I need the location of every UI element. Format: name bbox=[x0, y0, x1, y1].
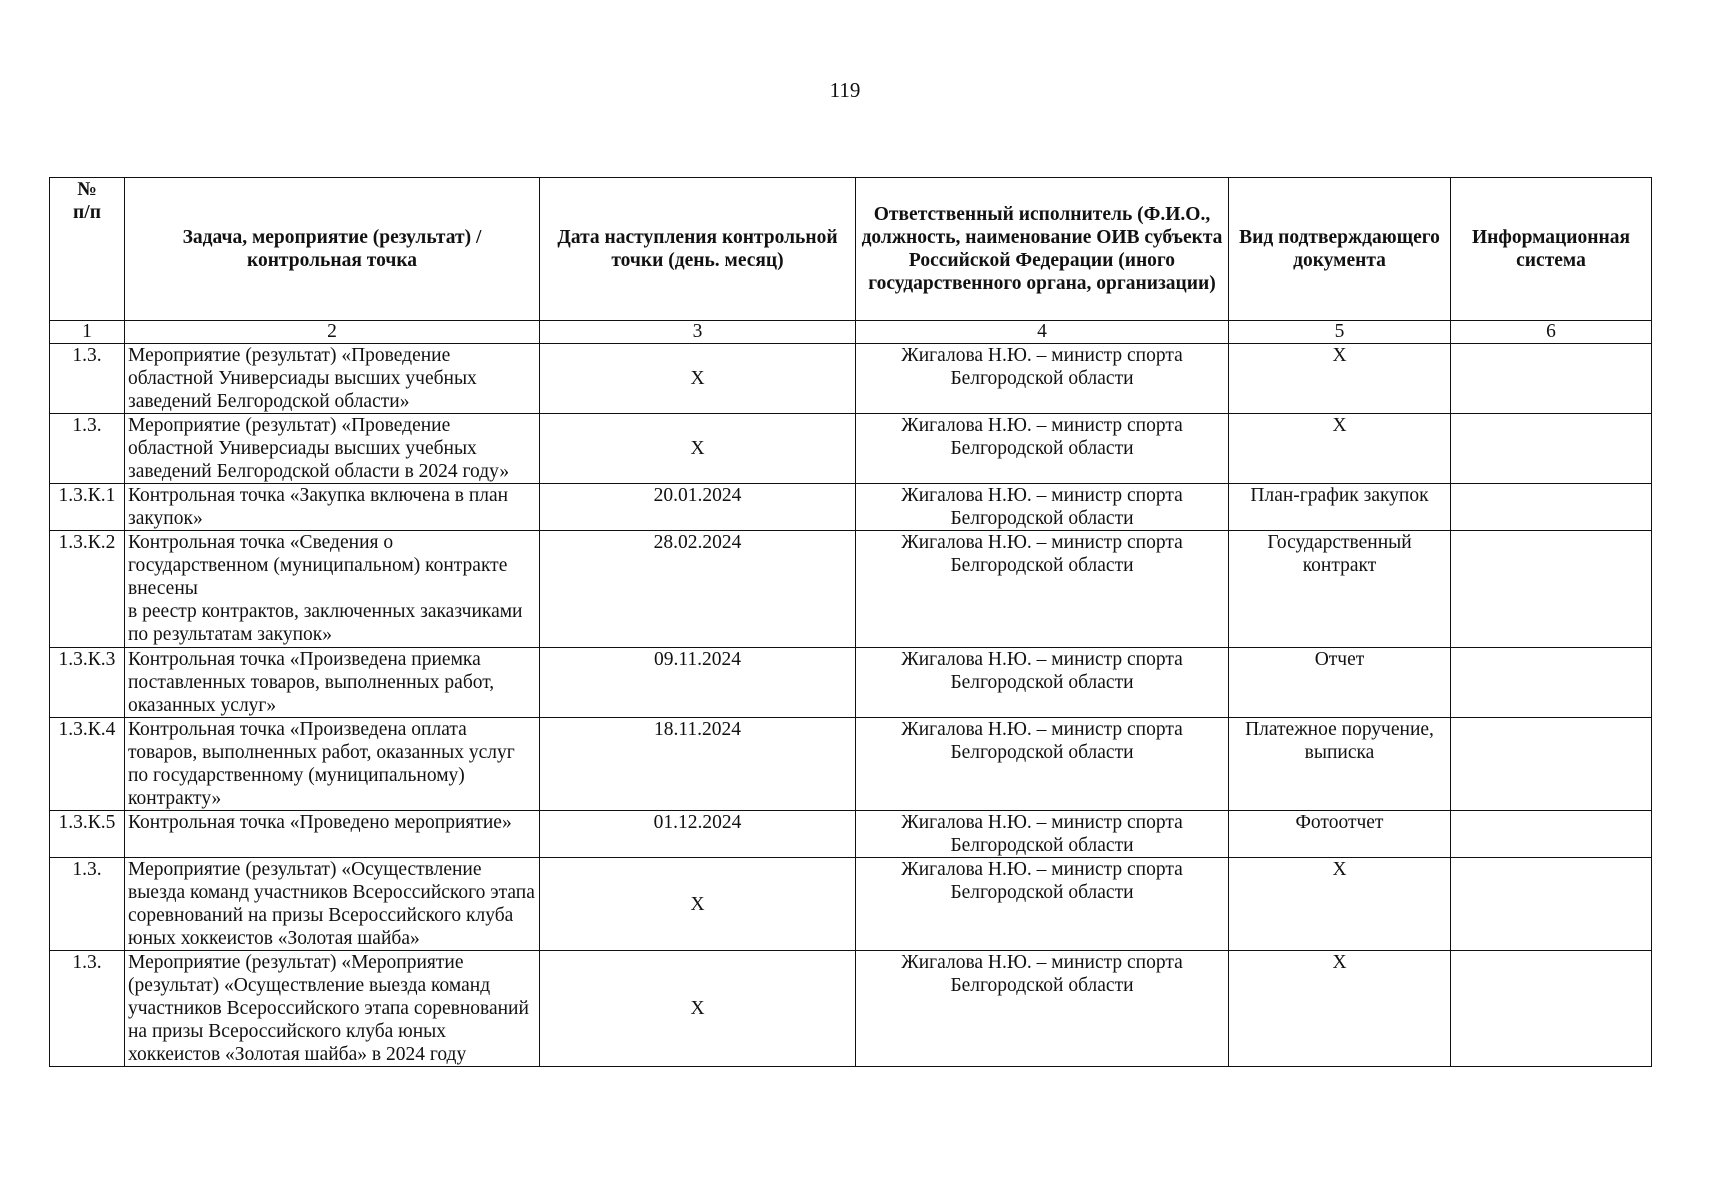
row-task: Мероприятие (результат) «Осуществление выезда команд участников Всероссийского этапа соревнований на призы Всероссийского клуба юных хоккеистов «Золотая шайба» bbox=[125, 858, 540, 951]
control-points-table bbox=[49, 177, 1652, 1067]
row-responsible: Жигалова Н.Ю. – министр спорта Белгородской области bbox=[856, 718, 1229, 811]
row-task: Мероприятие (результат) «Проведение областной Универсиады высших учебных заведений Белгородской области» bbox=[125, 344, 540, 414]
row-responsible: Жигалова Н.Ю. – министр спорта Белгородской области bbox=[856, 414, 1229, 484]
row-number: 1.3.К.4 bbox=[50, 718, 125, 811]
row-document: Отчет bbox=[1229, 648, 1451, 718]
row-responsible: Жигалова Н.Ю. – министр спорта Белгородской области bbox=[856, 531, 1229, 648]
table-row bbox=[50, 951, 1652, 1067]
row-date: X bbox=[540, 344, 856, 414]
row-number: 1.3.К.2 bbox=[50, 531, 125, 648]
row-date: 09.11.2024 bbox=[540, 648, 856, 718]
page-number: 119 bbox=[829, 78, 861, 102]
row-task: Контрольная точка «Сведения о государственном (муниципальном) контракте внесены в реестр контрактов, заключенных заказчиками по результатам закупок» bbox=[125, 531, 540, 648]
table-row bbox=[50, 718, 1652, 811]
row-date: X bbox=[540, 858, 856, 951]
row-system bbox=[1451, 484, 1652, 531]
row-document: Государственный контракт bbox=[1229, 531, 1451, 648]
table-row bbox=[50, 414, 1652, 484]
row-system bbox=[1451, 811, 1652, 858]
table-row bbox=[50, 484, 1652, 531]
row-task: Контрольная точка «Проведено мероприятие» bbox=[125, 811, 540, 858]
row-system bbox=[1451, 951, 1652, 1067]
row-task: Контрольная точка «Произведена приемка поставленных товаров, выполненных работ, оказанных услуг» bbox=[125, 648, 540, 718]
row-document: X bbox=[1229, 344, 1451, 414]
row-date: X bbox=[540, 951, 856, 1067]
row-date: 28.02.2024 bbox=[540, 531, 856, 648]
header-date: Дата наступления контрольной точки (день. месяц) bbox=[540, 178, 856, 321]
table-row bbox=[50, 344, 1652, 414]
row-responsible: Жигалова Н.Ю. – министр спорта Белгородской области bbox=[856, 344, 1229, 414]
header-document: Вид подтверждающего документа bbox=[1229, 178, 1451, 321]
column-number: 4 bbox=[856, 321, 1229, 344]
row-responsible: Жигалова Н.Ю. – министр спорта Белгородской области bbox=[856, 484, 1229, 531]
row-system bbox=[1451, 414, 1652, 484]
row-number: 1.3. bbox=[50, 344, 125, 414]
table-row bbox=[50, 811, 1652, 858]
row-document: Платежное поручение, выписка bbox=[1229, 718, 1451, 811]
row-number: 1.3. bbox=[50, 858, 125, 951]
row-responsible: Жигалова Н.Ю. – министр спорта Белгородской области bbox=[856, 648, 1229, 718]
row-date: 18.11.2024 bbox=[540, 718, 856, 811]
row-system bbox=[1451, 344, 1652, 414]
row-system bbox=[1451, 648, 1652, 718]
row-number: 1.3.К.1 bbox=[50, 484, 125, 531]
column-number: 1 bbox=[50, 321, 125, 344]
row-document: Фотоотчет bbox=[1229, 811, 1451, 858]
row-system bbox=[1451, 858, 1652, 951]
header-system: Информационная система bbox=[1451, 178, 1652, 321]
table-row bbox=[50, 858, 1652, 951]
row-document: X bbox=[1229, 858, 1451, 951]
row-date: 01.12.2024 bbox=[540, 811, 856, 858]
table-row bbox=[50, 531, 1652, 648]
table-header-row bbox=[50, 178, 1652, 321]
row-system bbox=[1451, 718, 1652, 811]
column-number: 2 bbox=[125, 321, 540, 344]
row-date: X bbox=[540, 414, 856, 484]
row-document: X bbox=[1229, 951, 1451, 1067]
column-number: 5 bbox=[1229, 321, 1451, 344]
row-number: 1.3.К.3 bbox=[50, 648, 125, 718]
row-document: План-график закупок bbox=[1229, 484, 1451, 531]
header-responsible: Ответственный исполнитель (Ф.И.О., должность, наименование ОИВ субъекта Российской Федерации (иного государственного органа, организации) bbox=[856, 178, 1229, 321]
row-responsible: Жигалова Н.Ю. – министр спорта Белгородской области bbox=[856, 951, 1229, 1067]
column-number: 6 bbox=[1451, 321, 1652, 344]
column-number: 3 bbox=[540, 321, 856, 344]
row-system bbox=[1451, 531, 1652, 648]
column-numbers-row bbox=[50, 321, 1652, 344]
row-responsible: Жигалова Н.Ю. – министр спорта Белгородской области bbox=[856, 811, 1229, 858]
row-task: Мероприятие (результат) «Мероприятие (результат) «Осуществление выезда команд участников Всероссийского этапа соревнований на призы Всероссийского клуба юных хоккеистов «Золотая шайба» в 2024 году bbox=[125, 951, 540, 1067]
header-task: Задача, мероприятие (результат) / контрольная точка bbox=[125, 178, 540, 321]
row-task: Контрольная точка «Закупка включена в план закупок» bbox=[125, 484, 540, 531]
row-task: Мероприятие (результат) «Проведение областной Универсиады высших учебных заведений Белгородской области в 2024 году» bbox=[125, 414, 540, 484]
row-document: X bbox=[1229, 414, 1451, 484]
row-task: Контрольная точка «Произведена оплата товаров, выполненных работ, оказанных услуг по государственному (муниципальному) контракту» bbox=[125, 718, 540, 811]
row-responsible: Жигалова Н.Ю. – министр спорта Белгородской области bbox=[856, 858, 1229, 951]
row-date: 20.01.2024 bbox=[540, 484, 856, 531]
table-row bbox=[50, 648, 1652, 718]
row-number: 1.3. bbox=[50, 414, 125, 484]
row-number: 1.3. bbox=[50, 951, 125, 1067]
header-number: № п/п bbox=[50, 178, 125, 321]
row-number: 1.3.К.5 bbox=[50, 811, 125, 858]
